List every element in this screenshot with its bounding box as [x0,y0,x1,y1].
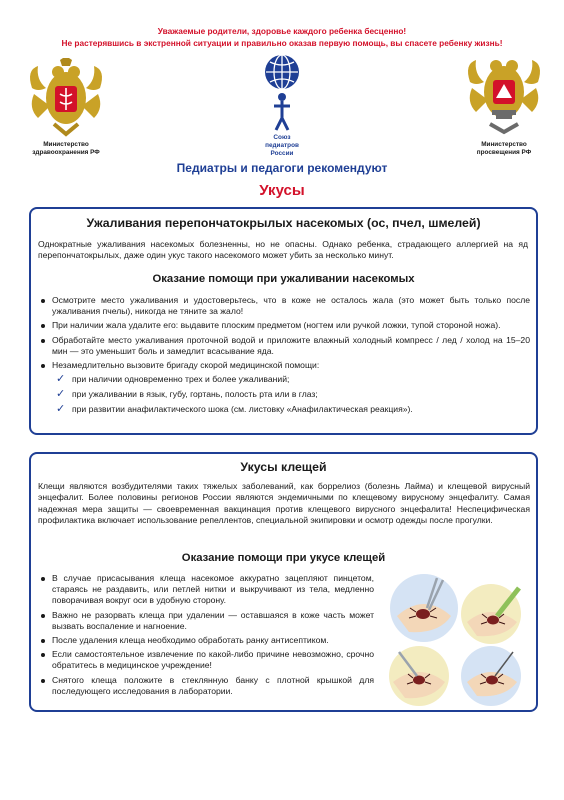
list-item: Если самостоятельное извлечение по какой-либо причине невозможно, срочно обратитесь в медицинское учреждение! [38,649,374,671]
bullet-icon [41,577,45,581]
insect-help-list [38,295,530,419]
check-item: ✓ при развитии анафилактического шока (см. листовку «Анафилактическая реакция»). [56,402,413,416]
header-line-1: Уважаемые родители, здоровье каждого ребенка бесценно! [157,26,407,36]
ministry-health-emblem-icon [24,58,108,138]
ministry-education-caption: Министерство просвещения РФ [476,141,532,156]
header-line-2: Не растерявшись в экстренной ситуации и правильно оказав первую помощь, вы спасете ребенку жизнь! [61,38,503,48]
recommend-heading: Педиатры и педагоги рекомендуют [176,161,388,175]
insect-stings-intro: Однократные ужаливания насекомых болезненны, но не опасны. Однако ребенка, страдающего аллергией на яд перепончатокрылых, даже один укус такого насекомого может убить за несколько минут. [38,239,528,261]
list-item: При наличии жала удалите его: выдавите плоским предметом (ногтем или ручкой ложки, тупой стороной ножа). [38,320,530,331]
insect-stings-title: Ужаливания перепончатокрылых насекомых (ос, пчел, шмелей) [86,216,481,230]
bullet-icon [41,639,45,643]
bullet-icon [41,324,45,328]
bullet-icon [41,299,45,303]
tick-bites-intro: Клещи являются возбудителями таких тяжелых заболеваний, как боррелиоз (болезнь Лайма) и клещевой вирусный энцефалит. Более половины регионов России являются эндемичными по клещевому вирусному энцефалиту. Самая надежная мера защиты — своевременная вакцинация против клещевого вирусного энцефалита! Неспецифическая профилактика включает использование репеллентов, специальной экипировки и осмотр одежды после прогулки. [38,481,530,526]
checkmark-icon: ✓ [56,387,66,401]
bullet-icon [41,339,45,343]
bullet-icon [41,653,45,657]
bullet-icon [41,364,45,368]
checkmark-icon: ✓ [56,372,66,386]
list-item: Незамедлительно вызовите бригаду скорой медицинской помощи: ✓ при наличии одновременно трех и более ужаливаний; ✓ при ужаливании в язык, губу, гортань, полость рта или в глаз; ✓ при развитии анафилактического шока (см. листовку «Анафилактическая реакция»). [38,360,530,415]
union-of-pediatricians-caption: Союз педиатров России [265,134,299,157]
ministry-health-caption: Министерство здравоохранения РФ [32,141,100,156]
tick-help-title: Оказание помощи при укусе клещей [181,552,386,564]
tick-bites-title: Укусы клещей [240,460,327,474]
list-item: Важно не разорвать клеща при удалении — оставшаяся в коже часть может вызвать воспаление и нагноение. [38,610,374,632]
ambulance-conditions-list [52,374,530,415]
page-title: Укусы [259,182,305,199]
check-item: ✓ при наличии одновременно трех и более ужаливаний; [56,372,290,386]
insect-stings-panel [29,207,538,435]
bullet-icon [41,679,45,683]
list-item: В случае присасывания клеща насекомое аккуратно зацепляют пинцетом, стараясь не раздавить, или петлей нитки и выкручивают из тела, медленно поворачивая вокруг оси в удобную сторону. [38,573,374,607]
tick-removal-illustration [379,572,533,710]
tick-help-list [38,573,374,700]
ministry-education-emblem-icon [462,52,546,136]
insect-help-title: Оказание помощи при ужаливании насекомых [152,273,415,285]
union-of-pediatricians-logo-icon [262,52,302,132]
tick-bites-panel [29,452,538,712]
list-item: Снятого клеща положите в стеклянную банку с плотной крышкой для последующего исследования в лаборатории. [38,675,374,697]
list-item: После удаления клеща необходимо обработать ранку антисептиком. [38,635,374,646]
checkmark-icon: ✓ [56,402,66,416]
bullet-icon [41,614,45,618]
check-item: ✓ при ужаливании в язык, губу, гортань, полость рта или в глаз; [56,387,318,401]
list-item: Обработайте место ужаливания проточной водой и приложите влажный холодный компресс / лед / холод на 15–20 мин — это уменьшит боль и замедлит всасывание яда. [38,335,530,357]
list-item: Осмотрите место ужаливания и удостоверьтесь, что в коже не осталось жала (это может быть только после ужаливания пчелы), никогда не тяните за жало! [38,295,530,317]
